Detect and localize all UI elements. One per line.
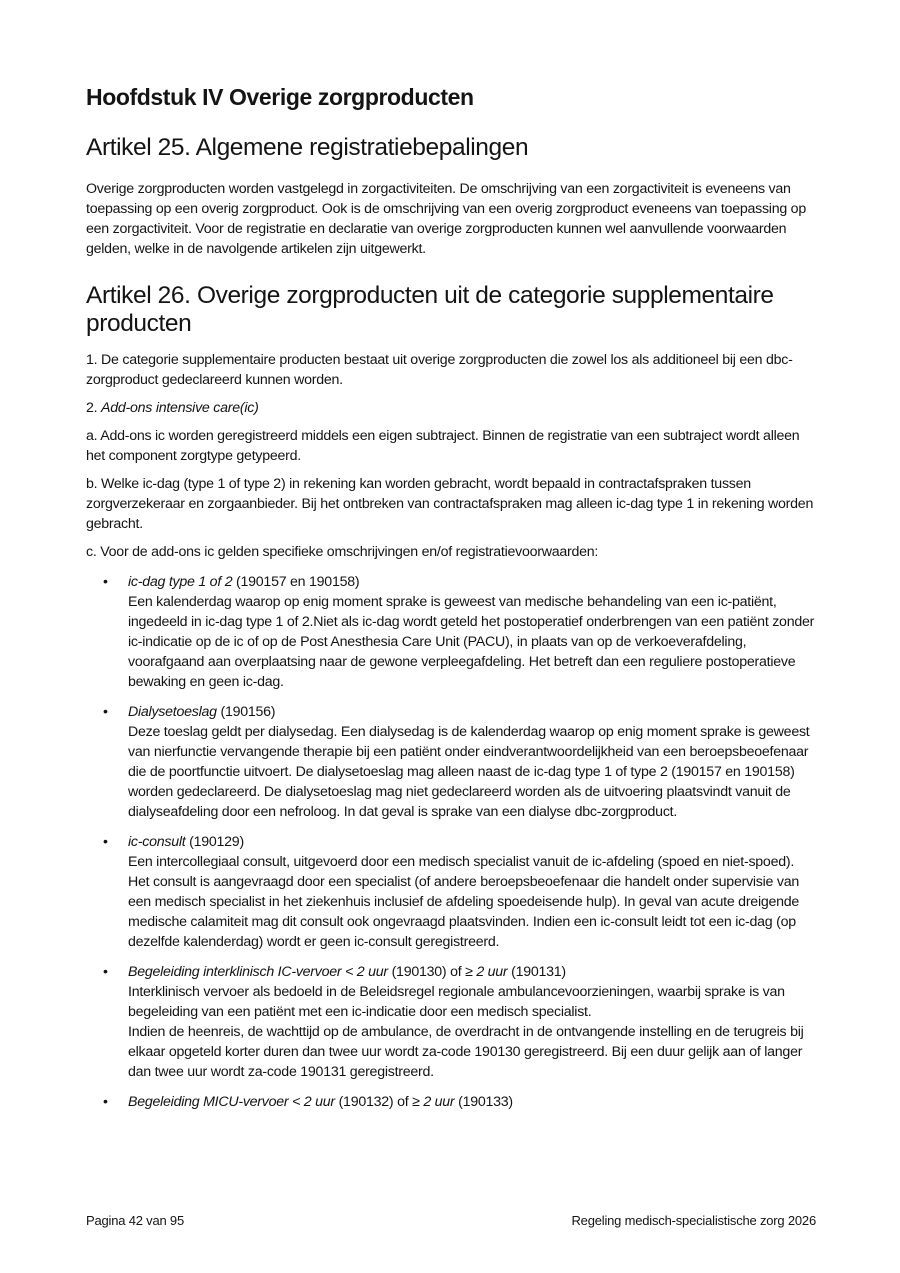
list-item-title bbox=[128, 572, 816, 592]
list-item-body: Een kalenderdag waarop op enig moment sprake is geweest van medische behandeling van een ic-patiënt, ingedeeld in ic-dag type 1 of 2.Niet als ic-dag wordt geteld het postoperatief onderbrengen van een patiënt zonder ic-indicatie op de ic of op de Post Anesthesia Care Unit (PACU), in plaats van op de verkoeverafdeling, voorafgaand aan overplaatsing naar de gewone verpleegafdeling. Het betreft dan een reguliere postoperatieve bewaking en geen ic-dag. bbox=[128, 594, 815, 690]
article-25-section bbox=[86, 179, 816, 267]
bullet-icon: • bbox=[103, 1094, 108, 1110]
list-item-code: (190131) bbox=[507, 964, 566, 980]
article-25-paragraph: Overige zorgproducten worden vastgelegd in zorgactiviteiten. De omschrijving van een zorgactiviteit is eveneens van toepassing op een overig zorgproduct. Ook is de omschrijving van een overig zorgproduct eveneens van toepassing op een zorgactiviteit. Voor de registratie en declaratie van overige zorgproducten kunnen wel aanvullende voorwaarden gelden, welke in de navolgende artikelen zijn uitgewerkt. bbox=[86, 181, 806, 257]
list-item-ic-dag bbox=[86, 572, 816, 692]
list-item-body: Interklinisch vervoer als bedoeld in de Beleidsregel regionale ambulancevoorzieningen, waarbij sprake is van begeleiding van een patiënt met een ic-indicatie door een medisch specialist. bbox=[128, 984, 785, 1020]
paragraph-1: 1. De categorie supplementaire producten bestaat uit overige zorgproducten die zowel los als additioneel bij een dbc-zorgproduct gedeclareerd kunnen worden. bbox=[86, 352, 793, 388]
paragraph-2-number: 2. bbox=[86, 400, 102, 416]
paragraph-c: c. Voor de add-ons ic gelden specifieke omschrijvingen en/of registratievoorwaarden: bbox=[86, 544, 599, 560]
addon-list bbox=[86, 572, 816, 1112]
document-title: Regeling medisch-specialistische zorg 2026 bbox=[571, 1213, 816, 1228]
list-item-code: (190132) of bbox=[334, 1094, 413, 1110]
list-item-title-italic: ic-dag type 1 of 2 bbox=[128, 574, 233, 590]
list-item-title bbox=[128, 1092, 816, 1112]
paragraph-a: a. Add-ons ic worden geregistreerd middels een eigen subtraject. Binnen de registratie van een subtraject wordt alleen het component zorgtype getypeerd. bbox=[86, 428, 800, 464]
list-item-title-italic: Begeleiding interklinisch IC-vervoer < 2 uur bbox=[128, 964, 388, 980]
list-item-dialysetoeslag bbox=[86, 702, 816, 822]
list-item-ic-consult bbox=[86, 832, 816, 952]
paragraph-2-heading: Add-ons intensive care(ic) bbox=[101, 400, 259, 416]
bullet-icon: • bbox=[103, 834, 108, 850]
list-item-body-continued: Indien de heenreis, de wachttijd op de ambulance, de overdracht in de ontvangende instelling en de terugreis bij elkaar opgeteld korter duren dan twee uur wordt za-code 190130 geregistreerd. Bij een duur gelijk aan of langer dan twee uur wordt za-code 190131 geregistreerd. bbox=[128, 1024, 804, 1080]
list-item-title bbox=[128, 962, 816, 982]
list-item-micu-vervoer bbox=[86, 1092, 816, 1112]
bullet-icon: • bbox=[103, 964, 108, 980]
list-item-title-italic: ≥ 2 uur bbox=[412, 1094, 455, 1110]
list-item-code: (190129) bbox=[185, 834, 244, 850]
list-item-title bbox=[128, 832, 816, 852]
bullet-icon: • bbox=[103, 704, 108, 720]
list-item-interklinisch-vervoer bbox=[86, 962, 816, 1082]
article-25-title: Artikel 25. Algemene registratiebepalingen bbox=[86, 134, 529, 161]
article-26-section bbox=[86, 350, 816, 1122]
list-item-body: Een intercollegiaal consult, uitgevoerd door een medisch specialist vanuit de ic-afdeling (spoed en niet-spoed). Het consult is aangevraagd door een specialist (of andere beroepsbeoefenaar die handelt onder supervisie van een medisch specialist in het ziekenhuis inclusief de afdeling spoedeisende hulp). In geval van acute dreigende medische calamiteit mag dit consult ook ongevraagd plaatsvinden. Indien een ic-consult leidt tot een ic-dag (op dezelfde kalenderdag) wordt er geen ic-consult geregistreerd. bbox=[128, 854, 800, 950]
list-item-title-italic: ic-consult bbox=[128, 834, 186, 850]
list-item-code: (190130) of bbox=[387, 964, 466, 980]
paragraph-b: b. Welke ic-dag (type 1 of type 2) in rekening kan worden gebracht, wordt bepaald in contractafspraken tussen zorgverzekeraar en zorgaanbieder. Bij het ontbreken van contractafspraken mag alleen ic-dag type 1 in rekening worden gebracht. bbox=[86, 476, 814, 532]
list-item-title-italic: ≥ 2 uur bbox=[465, 964, 508, 980]
list-item-body: Deze toeslag geldt per dialysedag. Een dialysedag is de kalenderdag waarop op enig moment sprake is geweest van nierfunctie vervangende therapie bij een patiënt onder eindverantwoordelijkheid van een beroepsbeoefenaar die de poortfunctie uitvoert. De dialysetoeslag mag alleen naast de ic-dag type 1 of type 2 (190157 en 190158) worden gedeclareerd. De dialysetoeslag mag niet gedeclareerd worden als de uitvoering plaatsvindt vanuit de dialyseafdeling door een nefroloog. In dat geval is sprake van een dialyse dbc-zorgproduct. bbox=[128, 724, 810, 820]
list-item-title-italic: Begeleiding MICU-vervoer < 2 uur bbox=[128, 1094, 335, 1110]
list-item-code: (190157 en 190158) bbox=[232, 574, 360, 590]
list-item-title bbox=[128, 702, 816, 722]
bullet-icon: • bbox=[103, 574, 108, 590]
list-item-code: (190156) bbox=[216, 704, 276, 720]
paragraph-2 bbox=[86, 398, 816, 418]
chapter-title: Hoofdstuk IV Overige zorgproducten bbox=[86, 84, 474, 110]
page-number: Pagina 42 van 95 bbox=[86, 1213, 184, 1228]
list-item-code: (190133) bbox=[454, 1094, 513, 1110]
article-26-title: Artikel 26. Overige zorgproducten uit de categorie supplementaire producten bbox=[86, 282, 774, 337]
list-item-title-italic: Dialysetoeslag bbox=[128, 704, 217, 720]
